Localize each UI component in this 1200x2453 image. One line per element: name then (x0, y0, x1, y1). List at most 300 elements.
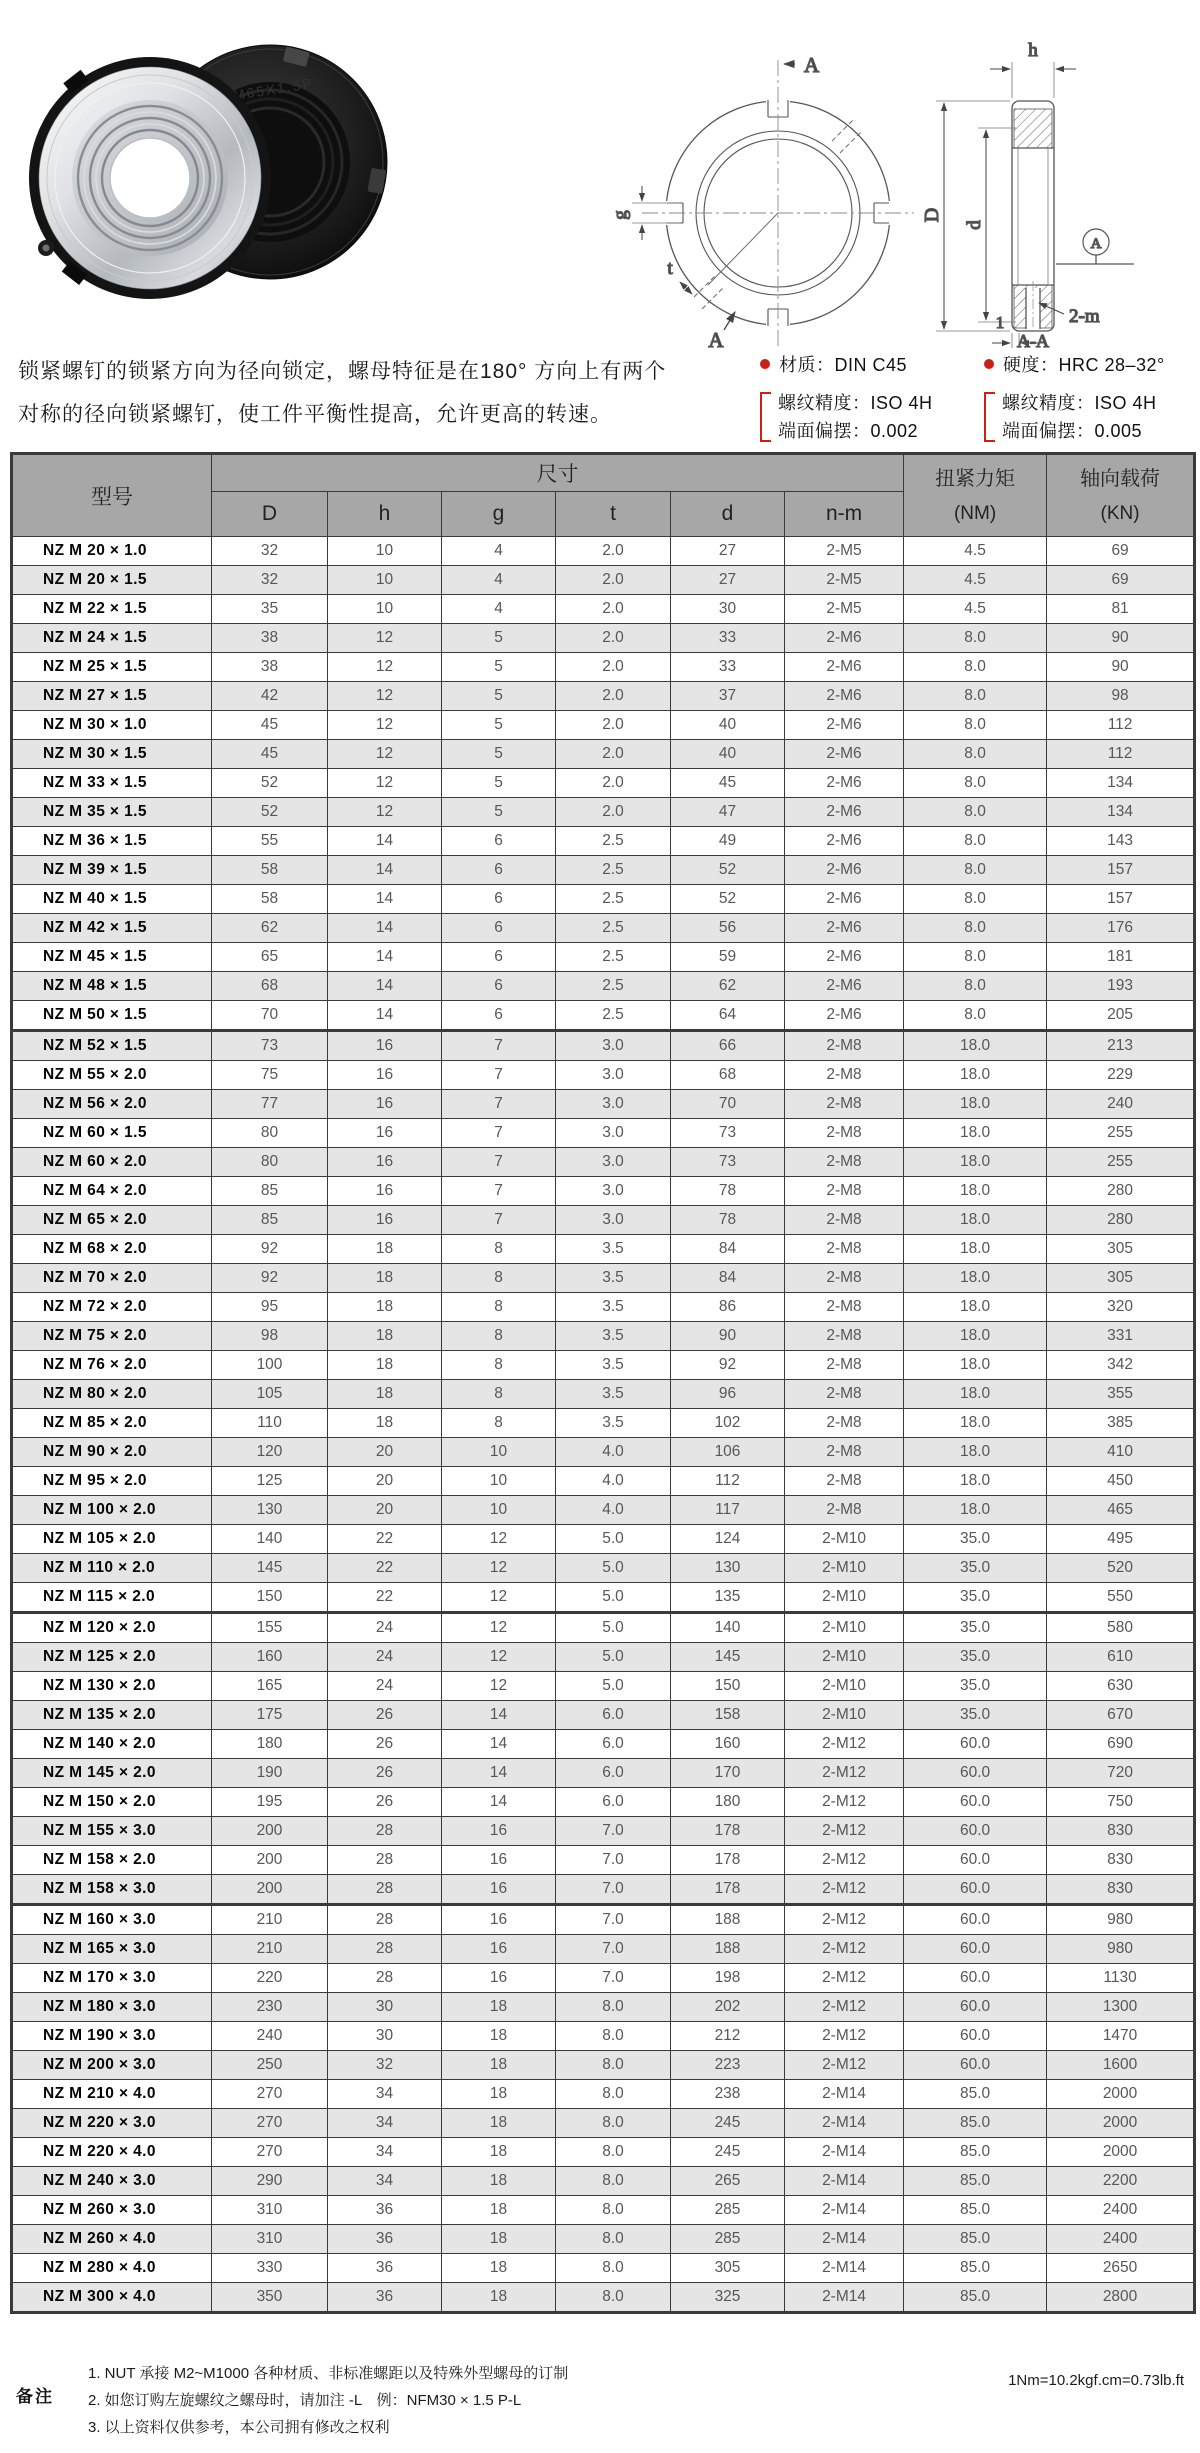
value-cell: 2000 (1047, 2080, 1195, 2109)
material-spec: 材质：DIN C45 (779, 355, 908, 375)
value-cell: 2-M14 (785, 2080, 904, 2109)
value-cell: 16 (442, 1875, 556, 1905)
value-cell: 12 (328, 653, 442, 682)
model-cell: NZ M 36 × 1.5 (12, 827, 212, 856)
value-cell: 223 (671, 2051, 785, 2080)
value-cell: 5.0 (556, 1643, 671, 1672)
value-cell: 2-M12 (785, 1964, 904, 1993)
value-cell: 12 (442, 1554, 556, 1583)
value-cell: 18 (442, 2109, 556, 2138)
model-cell: NZ M 105 × 2.0 (12, 1525, 212, 1554)
model-cell: NZ M 180 × 3.0 (12, 1993, 212, 2022)
value-cell: 37 (671, 682, 785, 711)
model-cell: NZ M 130 × 2.0 (12, 1672, 212, 1701)
value-cell: 7 (442, 1148, 556, 1177)
value-cell: 85.0 (904, 2167, 1047, 2196)
value-cell: 92 (212, 1235, 328, 1264)
model-cell: NZ M 25 × 1.5 (12, 653, 212, 682)
value-cell: 250 (212, 2051, 328, 2080)
note-line: 1. NUT 承接 M2~M1000 各种材质、非标准螺距以及特殊外型螺母的订制 (88, 2365, 569, 2382)
model-cell: NZ M 40 × 1.5 (12, 885, 212, 914)
value-cell: 18.0 (904, 1177, 1047, 1206)
value-cell: 145 (212, 1554, 328, 1583)
value-cell: 213 (1047, 1031, 1195, 1061)
table-row (12, 1554, 1195, 1583)
value-cell: 450 (1047, 1467, 1195, 1496)
value-cell: 8.0 (904, 653, 1047, 682)
model-cell: NZ M 170 × 3.0 (12, 1964, 212, 1993)
value-cell: 26 (328, 1788, 442, 1817)
value-cell: 10 (328, 595, 442, 624)
value-cell: 81 (1047, 595, 1195, 624)
value-cell: 28 (328, 1817, 442, 1846)
value-cell: 5 (442, 769, 556, 798)
table-row (12, 1119, 1195, 1148)
table-row (12, 711, 1195, 740)
value-cell: 2.0 (556, 740, 671, 769)
value-cell: 85.0 (904, 2196, 1047, 2225)
value-cell: 32 (212, 566, 328, 595)
table-row (12, 2167, 1195, 2196)
table-row (12, 1467, 1195, 1496)
model-cell: NZ M 30 × 1.0 (12, 711, 212, 740)
value-cell: 200 (212, 1817, 328, 1846)
dim-label-t: t (667, 258, 673, 279)
face-runout-spec: 端面偏摆：0.002 (778, 421, 919, 441)
column-header-d: d (671, 491, 785, 536)
table-row (12, 537, 1195, 566)
value-cell: 2-M12 (785, 1905, 904, 1935)
table-row (12, 1380, 1195, 1409)
value-cell: 60.0 (904, 1759, 1047, 1788)
value-cell: 26 (328, 1759, 442, 1788)
value-cell: 16 (328, 1119, 442, 1148)
value-cell: 134 (1047, 798, 1195, 827)
value-cell: 2-M10 (785, 1701, 904, 1730)
value-cell: 12 (442, 1643, 556, 1672)
value-cell: 270 (212, 2109, 328, 2138)
value-cell: 49 (671, 827, 785, 856)
table-row (12, 1409, 1195, 1438)
value-cell: 200 (212, 1846, 328, 1875)
table-row (12, 2080, 1195, 2109)
value-cell: 18 (328, 1409, 442, 1438)
value-cell: 18 (328, 1235, 442, 1264)
note-line: 2. 如您订购左旋螺纹之螺母时，请加注 -L 例：NFM30 × 1.5 P-L (88, 2392, 522, 2409)
value-cell: 45 (212, 740, 328, 769)
value-cell: 85.0 (904, 2080, 1047, 2109)
value-cell: 135 (671, 1583, 785, 1613)
model-cell: NZ M 155 × 3.0 (12, 1817, 212, 1846)
model-cell: NZ M 64 × 2.0 (12, 1177, 212, 1206)
value-cell: 4 (442, 595, 556, 624)
value-cell: 305 (1047, 1264, 1195, 1293)
value-cell: 2-M8 (785, 1351, 904, 1380)
value-cell: 6 (442, 972, 556, 1001)
value-cell: 2-M12 (785, 1730, 904, 1759)
value-cell: 18 (328, 1322, 442, 1351)
value-cell: 59 (671, 943, 785, 972)
value-cell: 8.0 (904, 711, 1047, 740)
table-row (12, 1090, 1195, 1119)
value-cell: 3.5 (556, 1409, 671, 1438)
value-cell: 35.0 (904, 1583, 1047, 1613)
model-cell: NZ M 140 × 2.0 (12, 1730, 212, 1759)
value-cell: 7 (442, 1206, 556, 1235)
value-cell: 35 (212, 595, 328, 624)
value-cell: 350 (212, 2283, 328, 2313)
model-cell: NZ M 145 × 2.0 (12, 1759, 212, 1788)
value-cell: 2-M6 (785, 1001, 904, 1031)
value-cell: 2000 (1047, 2138, 1195, 2167)
value-cell: 7.0 (556, 1817, 671, 1846)
description-line: 锁紧螺钉的锁紧方向为径向锁定，螺母特征是在180° 方向上有两个 (18, 360, 667, 383)
section-view (921, 40, 1134, 350)
model-cell: NZ M 68 × 2.0 (12, 1235, 212, 1264)
table-row (12, 1613, 1195, 1643)
model-cell: NZ M 50 × 1.5 (12, 1001, 212, 1031)
value-cell: 85.0 (904, 2138, 1047, 2167)
value-cell: 38 (212, 624, 328, 653)
model-cell: NZ M 35 × 1.5 (12, 798, 212, 827)
value-cell: 68 (671, 1061, 785, 1090)
value-cell: 8.0 (904, 682, 1047, 711)
model-cell: NZ M 24 × 1.5 (12, 624, 212, 653)
value-cell: 2-M8 (785, 1061, 904, 1090)
value-cell: 5 (442, 711, 556, 740)
value-cell: 28 (328, 1964, 442, 1993)
datum-label: A (1090, 236, 1102, 252)
value-cell: 35.0 (904, 1613, 1047, 1643)
value-cell: 14 (442, 1788, 556, 1817)
value-cell: 45 (212, 711, 328, 740)
value-cell: 2-M6 (785, 943, 904, 972)
value-cell: 2-M8 (785, 1119, 904, 1148)
value-cell: 2.5 (556, 914, 671, 943)
column-header-model: 型号 (12, 454, 212, 537)
value-cell: 157 (1047, 856, 1195, 885)
value-cell: 18.0 (904, 1438, 1047, 1467)
value-cell: 32 (328, 2051, 442, 2080)
table-row (12, 1905, 1195, 1935)
unit-conversion-note: 1Nm=10.2kgf.cm=0.73lb.ft (1008, 2372, 1184, 2389)
value-cell: 90 (1047, 624, 1195, 653)
value-cell: 2-M14 (785, 2254, 904, 2283)
value-cell: 18.0 (904, 1206, 1047, 1235)
value-cell: 22 (328, 1525, 442, 1554)
value-cell: 2-M5 (785, 537, 904, 566)
value-cell: 12 (442, 1583, 556, 1613)
model-cell: NZ M 300 × 4.0 (12, 2283, 212, 2313)
table-row (12, 682, 1195, 711)
value-cell: 178 (671, 1817, 785, 1846)
value-cell: 3.0 (556, 1090, 671, 1119)
table-row (12, 827, 1195, 856)
value-cell: 85.0 (904, 2254, 1047, 2283)
table-row (12, 2196, 1195, 2225)
value-cell: 32 (212, 537, 328, 566)
value-cell: 2-M6 (785, 624, 904, 653)
model-cell: NZ M 60 × 1.5 (12, 1119, 212, 1148)
value-cell: 285 (671, 2225, 785, 2254)
value-cell: 2-M14 (785, 2283, 904, 2313)
value-cell: 6 (442, 1001, 556, 1031)
value-cell: 16 (328, 1148, 442, 1177)
value-cell: 580 (1047, 1613, 1195, 1643)
value-cell: 73 (671, 1148, 785, 1177)
value-cell: 22 (328, 1554, 442, 1583)
value-cell: 143 (1047, 827, 1195, 856)
value-cell: 2-M6 (785, 682, 904, 711)
value-cell: 14 (328, 1001, 442, 1031)
value-cell: 5 (442, 653, 556, 682)
value-cell: 16 (328, 1061, 442, 1090)
value-cell: 60.0 (904, 2051, 1047, 2080)
value-cell: 3.5 (556, 1264, 671, 1293)
model-cell: NZ M 45 × 1.5 (12, 943, 212, 972)
value-cell: 12 (328, 624, 442, 653)
value-cell: 14 (328, 914, 442, 943)
value-cell: 8 (442, 1409, 556, 1438)
table-row (12, 1206, 1195, 1235)
model-cell: NZ M 52 × 1.5 (12, 1031, 212, 1061)
table-row (12, 740, 1195, 769)
value-cell: 2.0 (556, 653, 671, 682)
value-cell: 2-M5 (785, 595, 904, 624)
section-caption: A-A (1017, 331, 1049, 350)
value-cell: 230 (212, 1993, 328, 2022)
model-cell: NZ M 220 × 4.0 (12, 2138, 212, 2167)
value-cell: 2.5 (556, 885, 671, 914)
value-cell: 3.0 (556, 1031, 671, 1061)
value-cell: 180 (671, 1788, 785, 1817)
value-cell: 60.0 (904, 2022, 1047, 2051)
value-cell: 229 (1047, 1061, 1195, 1090)
value-cell: 18.0 (904, 1293, 1047, 1322)
value-cell: 3.0 (556, 1119, 671, 1148)
table-row (12, 1935, 1195, 1964)
value-cell: 280 (1047, 1177, 1195, 1206)
value-cell: 60.0 (904, 1817, 1047, 1846)
value-cell: 8.0 (556, 2196, 671, 2225)
table-row (12, 1235, 1195, 1264)
value-cell: 8.0 (556, 2080, 671, 2109)
value-cell: 2-M6 (785, 885, 904, 914)
value-cell: 630 (1047, 1672, 1195, 1701)
value-cell: 320 (1047, 1293, 1195, 1322)
value-cell: 4.0 (556, 1467, 671, 1496)
value-cell: 14 (328, 972, 442, 1001)
value-cell: 34 (328, 2080, 442, 2109)
value-cell: 2-M8 (785, 1496, 904, 1525)
value-cell: 270 (212, 2138, 328, 2167)
value-cell: 5 (442, 624, 556, 653)
value-cell: 84 (671, 1264, 785, 1293)
value-cell: 7.0 (556, 1846, 671, 1875)
value-cell: 80 (212, 1119, 328, 1148)
value-cell: 16 (328, 1031, 442, 1061)
dim-label-h: h (1028, 40, 1038, 61)
value-cell: 69 (1047, 537, 1195, 566)
model-cell: NZ M 55 × 2.0 (12, 1061, 212, 1090)
value-cell: 35.0 (904, 1701, 1047, 1730)
value-cell: 90 (671, 1322, 785, 1351)
value-cell: 2.0 (556, 624, 671, 653)
value-cell: 8.0 (904, 856, 1047, 885)
value-cell: 2-M12 (785, 1935, 904, 1964)
value-cell: 5.0 (556, 1672, 671, 1701)
value-cell: 188 (671, 1905, 785, 1935)
model-cell: NZ M 65 × 2.0 (12, 1206, 212, 1235)
value-cell: 105 (212, 1380, 328, 1409)
model-cell: NZ M 42 × 1.5 (12, 914, 212, 943)
value-cell: 98 (1047, 682, 1195, 711)
table-row (12, 1148, 1195, 1177)
value-cell: 8.0 (556, 2022, 671, 2051)
value-cell: 112 (671, 1467, 785, 1496)
value-cell: 720 (1047, 1759, 1195, 1788)
value-cell: 8 (442, 1235, 556, 1264)
value-cell: 2800 (1047, 2283, 1195, 2313)
table-row (12, 914, 1195, 943)
value-cell: 33 (671, 624, 785, 653)
value-cell: 2-M8 (785, 1177, 904, 1206)
value-cell: 36 (328, 2225, 442, 2254)
value-cell: 178 (671, 1846, 785, 1875)
value-cell: 2-M6 (785, 769, 904, 798)
model-cell: NZ M 260 × 4.0 (12, 2225, 212, 2254)
value-cell: 10 (442, 1496, 556, 1525)
value-cell: 150 (671, 1672, 785, 1701)
model-cell: NZ M 280 × 4.0 (12, 2254, 212, 2283)
value-cell: 40 (671, 740, 785, 769)
value-cell: 62 (671, 972, 785, 1001)
table-row (12, 624, 1195, 653)
value-cell: 36 (328, 2196, 442, 2225)
value-cell: 3.0 (556, 1061, 671, 1090)
value-cell: 3.0 (556, 1148, 671, 1177)
value-cell: 75 (212, 1061, 328, 1090)
value-cell: 8.0 (556, 2254, 671, 2283)
value-cell: 8 (442, 1380, 556, 1409)
value-cell: 2-M8 (785, 1409, 904, 1438)
product-photo (12, 4, 397, 344)
nut-engraving-text: M65X1.5P (231, 74, 315, 104)
spec-column-material (760, 352, 933, 445)
value-cell: 6 (442, 827, 556, 856)
value-cell: 40 (671, 711, 785, 740)
value-cell: 65 (212, 943, 328, 972)
table-row (12, 566, 1195, 595)
value-cell: 5 (442, 798, 556, 827)
model-cell: NZ M 240 × 3.0 (12, 2167, 212, 2196)
front-view (610, 53, 914, 350)
value-cell: 2.5 (556, 1001, 671, 1031)
model-cell: NZ M 115 × 2.0 (12, 1583, 212, 1613)
value-cell: 385 (1047, 1409, 1195, 1438)
column-header-g: g (442, 491, 556, 536)
value-cell: 8.0 (904, 914, 1047, 943)
thread-precision-spec: 螺纹精度：ISO 4H (1002, 393, 1157, 413)
value-cell: 290 (212, 2167, 328, 2196)
value-cell: 245 (671, 2109, 785, 2138)
value-cell: 35.0 (904, 1525, 1047, 1554)
value-cell: 8.0 (556, 2167, 671, 2196)
value-cell: 2-M14 (785, 2138, 904, 2167)
value-cell: 670 (1047, 1701, 1195, 1730)
table-row (12, 972, 1195, 1001)
dim-label-d: d (964, 220, 985, 230)
value-cell: 7 (442, 1061, 556, 1090)
value-cell: 8.0 (904, 740, 1047, 769)
table-row (12, 2283, 1195, 2313)
value-cell: 2-M8 (785, 1293, 904, 1322)
table-row (12, 1817, 1195, 1846)
value-cell: 2.0 (556, 711, 671, 740)
value-cell: 12 (442, 1613, 556, 1643)
value-cell: 830 (1047, 1846, 1195, 1875)
value-cell: 2-M12 (785, 2022, 904, 2051)
table-row (12, 2138, 1195, 2167)
model-cell: NZ M 135 × 2.0 (12, 1701, 212, 1730)
value-cell: 18 (442, 2022, 556, 2051)
value-cell: 157 (1047, 885, 1195, 914)
value-cell: 35.0 (904, 1672, 1047, 1701)
value-cell: 2-M8 (785, 1380, 904, 1409)
model-cell: NZ M 30 × 1.5 (12, 740, 212, 769)
value-cell: 18.0 (904, 1351, 1047, 1380)
value-cell: 2400 (1047, 2225, 1195, 2254)
table-row (12, 1061, 1195, 1090)
value-cell: 8 (442, 1264, 556, 1293)
value-cell: 12 (328, 682, 442, 711)
value-cell: 33 (671, 653, 785, 682)
value-cell: 18.0 (904, 1467, 1047, 1496)
table-row (12, 1438, 1195, 1467)
table-row (12, 1293, 1195, 1322)
value-cell: 20 (328, 1467, 442, 1496)
value-cell: 102 (671, 1409, 785, 1438)
value-cell: 10 (442, 1438, 556, 1467)
value-cell: 331 (1047, 1322, 1195, 1351)
table-row (12, 2022, 1195, 2051)
value-cell: 7 (442, 1090, 556, 1119)
spec-column-hardness (984, 352, 1165, 445)
value-cell: 78 (671, 1206, 785, 1235)
value-cell: 3.5 (556, 1322, 671, 1351)
value-cell: 5 (442, 682, 556, 711)
value-cell: 2-M8 (785, 1031, 904, 1061)
table-row (12, 2254, 1195, 2283)
value-cell: 18.0 (904, 1031, 1047, 1061)
value-cell: 175 (212, 1701, 328, 1730)
value-cell: 160 (671, 1730, 785, 1759)
value-cell: 2.0 (556, 595, 671, 624)
value-cell: 2-M8 (785, 1090, 904, 1119)
table-row (12, 1701, 1195, 1730)
value-cell: 18 (442, 2080, 556, 2109)
value-cell: 2-M14 (785, 2196, 904, 2225)
value-cell: 5.0 (556, 1613, 671, 1643)
value-cell: 20 (328, 1438, 442, 1467)
value-cell: 193 (1047, 972, 1195, 1001)
value-cell: 7 (442, 1177, 556, 1206)
model-cell: NZ M 56 × 2.0 (12, 1090, 212, 1119)
value-cell: 30 (671, 595, 785, 624)
table-row (12, 1264, 1195, 1293)
table-row (12, 1031, 1195, 1061)
table-row (12, 653, 1195, 682)
